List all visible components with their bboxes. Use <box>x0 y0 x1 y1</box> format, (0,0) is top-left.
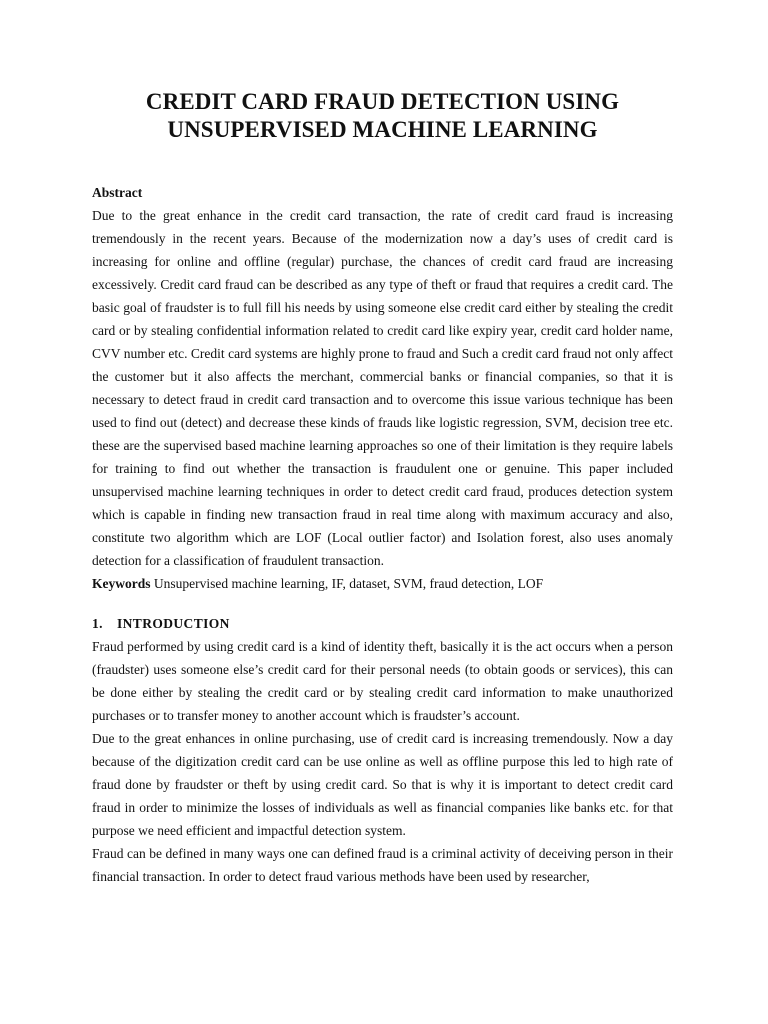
intro-paragraph-3: Fraud can be defined in many ways one can defined fraud is a criminal activity of deceiving person in their financial transaction. In order to detect fraud various methods have been used by researcher, <box>92 846 673 884</box>
section-title: INTRODUCTION <box>117 616 230 631</box>
abstract-text: Due to the great enhance in the credit card transaction, the rate of credit card fraud is increasing tremendously in the recent years. Because of the modernization now a day’s uses of credit card is increasing for online and offline (regular) purchase, the chances of credit card fraud are increasing excessively. Credit card fraud can be described as any type of theft or fraud that requires a credit card. The basic goal of fraudster is to full fill his needs by using someone else credit card either by stealing the credit card or by stealing confidential information related to credit card like expiry year, credit card holder name, CVV number etc. Credit card systems are highly prone to fraud and Such a credit card fraud not only affect the customer but it also affects the merchant, commercial banks or financial companies, so that it is necessary to detect fraud in credit card transaction and to overcome this issue various technique has been used to find out (detect) and decrease these kinds of frauds like logistic regression, SVM, decision tree etc. these are the supervised based machine learning approaches so one of their limitation is they require labels for training to find out whether the transaction is fraudulent one or genuine. This paper included unsupervised machine learning techniques in order to detect credit card fraud, produces detection system which is capable in finding new transaction fraud in real time along with maximum accuracy and also, constitute two algorithm which are LOF (Local outlier factor) and Isolation forest, also uses anomaly detection for a classification of fraudulent transaction. <box>92 208 673 568</box>
intro-paragraph-1: Fraud performed by using credit card is a kind of identity theft, basically it is the act occurs when a person (fraudster) uses someone else’s credit card for their personal needs (to obtain goods or services), this can be done either by stealing the credit card or by stealing credit card information to make unauthorized purchases or to transfer money to another account which is fraudster’s account. <box>92 639 673 723</box>
paper-page <box>92 88 673 888</box>
keywords-label: Keywords <box>92 576 151 591</box>
title-line-2: UNSUPERVISED MACHINE LEARNING <box>167 117 598 142</box>
keywords-text: Unsupervised machine learning, IF, dataset, SVM, fraud detection, LOF <box>150 576 544 591</box>
keywords-line <box>92 572 673 595</box>
abstract-heading: Abstract <box>92 185 143 200</box>
paper-title <box>92 88 673 144</box>
introduction-heading <box>92 612 673 635</box>
title-line-1: CREDIT CARD FRAUD DETECTION USING <box>145 89 620 114</box>
intro-paragraph-2: Due to the great enhances in online purchasing, use of credit card is increasing tremendously. Now a day because of the digitization credit card can be use online as well as offline purpose this led to high rate of fraud done by fraudster or theft by using credit card. So that is why it is important to detect credit card fraud in order to minimize the losses of individuals as well as financial companies like banks etc. for that purpose we need efficient and impactful detection system. <box>92 731 673 838</box>
section-number: 1. <box>92 616 103 631</box>
